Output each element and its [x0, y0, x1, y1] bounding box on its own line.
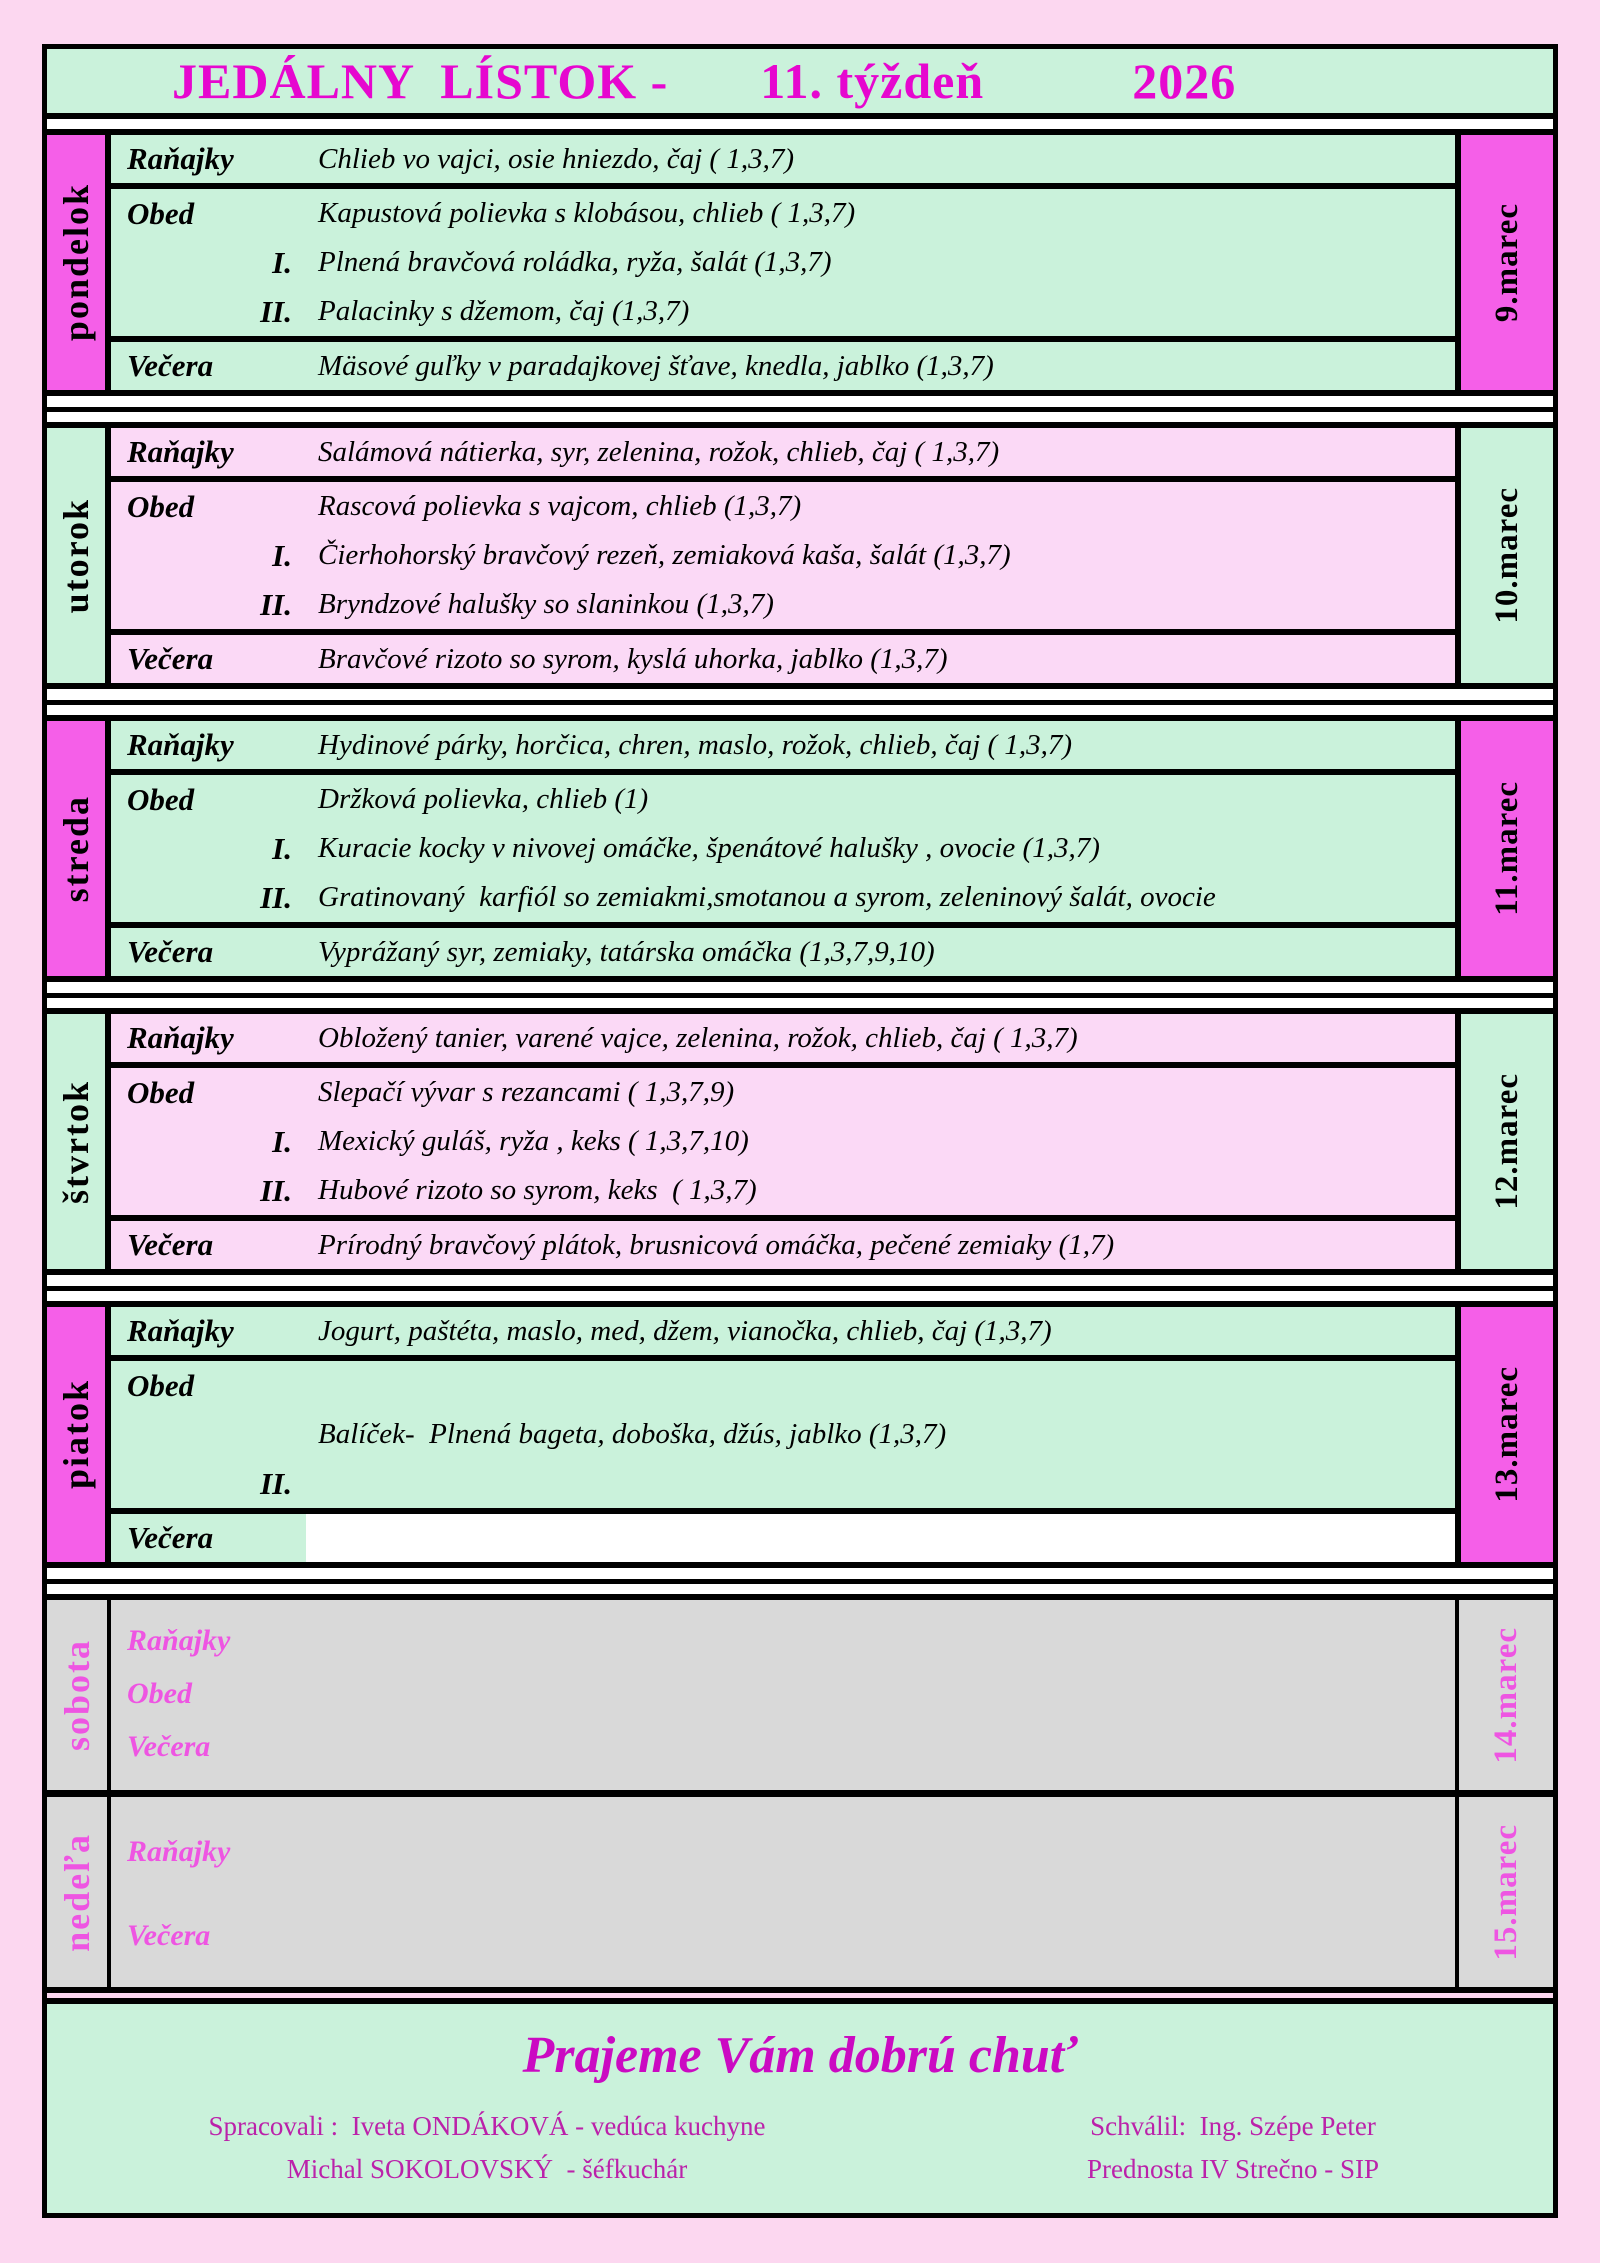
separator [47, 396, 1553, 422]
meal-text: Bryndzové halušky so slaninkou (1,3,7) [318, 588, 774, 620]
date-label: 13.marec [1488, 1366, 1525, 1503]
approved-by [1023, 2111, 1443, 2197]
dinner-row [111, 635, 1455, 683]
meal-label: Večera [127, 348, 214, 383]
course-numeral: II. [260, 1172, 292, 1208]
meal-label: Obed [127, 488, 195, 524]
main2-line [111, 873, 1455, 922]
approved-by-line1: Schválil: Ing. Szépe Peter [1090, 2111, 1376, 2141]
meal-text: Hubové rizoto so syrom, keks ( 1,3,7) [318, 1174, 757, 1206]
meal-text: Jogurt, paštéta, maslo, med, džem, vianočka, chlieb, čaj (1,3,7) [318, 1314, 1052, 1347]
meal-text: Vyprážaný syr, zemiaky, tatárska omáčka (1,3,7,9,10) [318, 935, 935, 968]
meal-label: Večera [127, 934, 214, 969]
course-numeral: I. [272, 244, 292, 280]
wish-text: Prajeme Vám dobrú chuť [522, 2027, 1078, 2084]
date-cell [1455, 135, 1553, 390]
meal-text: Slepačí vývar s rezancami ( 1,3,7,9) [318, 1076, 735, 1108]
meal-text: Bravčové rizoto so syrom, kyslá uhorka, jablko (1,3,7) [318, 642, 948, 675]
day-menu [111, 135, 1455, 390]
prepared-by [137, 2111, 837, 2197]
meal-label: Raňajky [127, 1623, 231, 1657]
meal-text: Prírodný bravčový plátok, brusnicová omáčka, pečené zemiaky (1,7) [318, 1228, 1115, 1261]
breakfast-row [111, 721, 1455, 769]
day-menu [111, 1797, 1455, 1987]
meal-label: Večera [127, 1730, 211, 1764]
day-name-label: štvrtok [56, 1079, 96, 1204]
prepared-by-line2: Michal SOKOLOVSKÝ - šéfkuchár [286, 2154, 688, 2184]
main1-line [111, 238, 1455, 287]
main2-line [111, 287, 1455, 336]
prepared-by-line1: Spracovali : Iveta ONDÁKOVÁ - vedúca kuchyne [208, 2111, 766, 2141]
main2-line [111, 580, 1455, 629]
footer [47, 1998, 1553, 2213]
menu-sheet [42, 44, 1558, 2218]
breakfast-row [111, 135, 1455, 183]
separator-line [47, 1579, 1553, 1584]
date-label: 12.marec [1488, 1073, 1525, 1210]
meal-text: Salámová nátierka, syr, zelenina, rožok, chlieb, čaj ( 1,3,7) [318, 435, 1000, 468]
lunch-cell [111, 1068, 1455, 1215]
day-name-cell [47, 1600, 111, 1790]
soup-line [111, 775, 1455, 824]
meal-label: Obed [127, 195, 195, 231]
course-numeral: I. [272, 830, 292, 866]
approved-by-line2: Prednosta IV Strečno - SIP [1087, 2154, 1379, 2184]
day-name-cell [47, 1307, 111, 1562]
meal-text: Mäsové guľky v paradajkovej šťave, knedla, jablko (1,3,7) [318, 349, 994, 382]
meal-label: Obed [127, 781, 195, 817]
meal-label: Obed [127, 1367, 195, 1403]
day-block-nedela [47, 1797, 1553, 1993]
day-menu [111, 1014, 1455, 1269]
course-numeral: II. [260, 1465, 292, 1501]
soup-line [111, 189, 1455, 238]
date-label: 11.marec [1488, 781, 1525, 916]
credits [47, 2111, 1553, 2197]
day-name-cell [47, 1014, 111, 1269]
meal-text: Obložený tanier, varené vajce, zelenina, rožok, chlieb, čaj ( 1,3,7) [318, 1021, 1078, 1054]
separator [47, 1275, 1553, 1301]
meal-text: Čierhohorský bravčový rezeň, zemiaková kaša, šalát (1,3,7) [318, 539, 1011, 571]
soup-line [111, 482, 1455, 531]
soup-line [111, 1361, 1455, 1410]
meal-label: Raňajky [127, 1020, 234, 1055]
separator [47, 982, 1553, 1008]
day-menu [111, 721, 1455, 976]
course-numeral: II. [260, 879, 292, 915]
main2-line [111, 1459, 1455, 1508]
date-label: 9.marec [1488, 202, 1525, 323]
separator [47, 119, 1553, 129]
day-block-pondelok [47, 129, 1553, 396]
day-name-label: streda [56, 794, 96, 903]
day-name-label: piatok [56, 1379, 96, 1490]
meal-label: Obed [127, 1074, 195, 1110]
meal-text: Balíček- Plnená bageta, doboška, džús, jablko (1,3,7) [318, 1418, 947, 1450]
day-menu [111, 428, 1455, 683]
breakfast-row [111, 428, 1455, 476]
lunch-cell [111, 775, 1455, 922]
date-cell [1455, 1014, 1553, 1269]
day-name-cell [47, 721, 111, 976]
meal-label: Raňajky [127, 1835, 231, 1868]
meal-label: Večera [127, 641, 214, 676]
day-name-label: sobota [57, 1638, 97, 1752]
main1-line [111, 1410, 1455, 1459]
day-menu [111, 1307, 1455, 1562]
meal-text: Kuracie kocky v nivovej omáčke, špenátové halušky , ovocie (1,3,7) [318, 832, 1100, 864]
course-numeral: II. [260, 293, 292, 329]
meal-label: Večera [127, 1919, 211, 1952]
meal-text [306, 1361, 1455, 1410]
day-name-cell [47, 1797, 111, 1987]
separator-line [47, 993, 1553, 998]
main1-line [111, 824, 1455, 873]
day-name-label: pondelok [56, 183, 96, 342]
separator-line [47, 407, 1553, 412]
main1-line [111, 531, 1455, 580]
dinner-row [111, 1221, 1455, 1269]
separator-line [47, 1286, 1553, 1291]
page-title: JEDÁLNY LÍSTOK - [172, 53, 669, 109]
week-number: 11. týždeň [760, 53, 985, 109]
separator [47, 689, 1553, 715]
day-block-utorok [47, 422, 1553, 689]
year: 2026 [1132, 53, 1237, 109]
day-name-cell [47, 428, 111, 683]
lunch-cell [111, 1361, 1455, 1508]
meal-text [306, 1514, 1455, 1562]
main1-line [111, 1117, 1455, 1166]
meal-text: Chlieb vo vajci, osie hniezdo, čaj ( 1,3,7) [318, 142, 794, 175]
date-cell [1455, 721, 1553, 976]
day-block-stvrtok [47, 1008, 1553, 1275]
meal-label: Raňajky [127, 727, 234, 762]
day-menu [111, 1600, 1455, 1790]
day-block-streda [47, 715, 1553, 982]
date-cell [1455, 1600, 1553, 1790]
breakfast-row [111, 1014, 1455, 1062]
dinner-row [111, 1514, 1455, 1562]
meal-text: Plnená bravčová roládka, ryža, šalát (1,3,7) [318, 246, 832, 278]
date-label: 10.marec [1488, 487, 1525, 624]
date-label: 15.marec [1487, 1823, 1524, 1961]
date-cell [1455, 1797, 1553, 1987]
date-cell [1455, 1307, 1553, 1562]
day-name-cell [47, 135, 111, 390]
meal-text: Držková polievka, chlieb (1) [318, 783, 649, 815]
meal-label: Raňajky [127, 434, 234, 469]
day-name-label: nedeľa [57, 1832, 97, 1952]
meal-label: Raňajky [127, 141, 234, 176]
meal-label: Večera [127, 1227, 214, 1262]
course-numeral: II. [260, 586, 292, 622]
dinner-row [111, 342, 1455, 390]
date-cell [1455, 428, 1553, 683]
meal-text [306, 1459, 1455, 1508]
day-name-label: utorok [56, 497, 96, 614]
course-numeral: I. [272, 537, 292, 573]
title-bar [47, 49, 1553, 119]
meal-text: Rascová polievka s vajcom, chlieb (1,3,7) [318, 490, 802, 522]
breakfast-row [111, 1307, 1455, 1355]
lunch-cell [111, 482, 1455, 629]
meal-label: Obed [127, 1676, 192, 1710]
day-block-piatok [47, 1301, 1553, 1568]
soup-line [111, 1068, 1455, 1117]
date-label: 14.marec [1487, 1626, 1524, 1764]
meal-text: Gratinovaný karfiól so zemiakmi,smotanou a syrom, zeleninový šalát, ovocie [318, 881, 1216, 913]
meal-label: Raňajky [127, 1313, 234, 1348]
meal-text: Hydinové párky, horčica, chren, maslo, rožok, chlieb, čaj ( 1,3,7) [318, 728, 1073, 761]
main2-line [111, 1166, 1455, 1215]
meal-text: Mexický guláš, ryža , keks ( 1,3,7,10) [318, 1125, 749, 1157]
day-block-sobota [47, 1594, 1553, 1797]
meal-label: Večera [127, 1520, 214, 1555]
dinner-row [111, 928, 1455, 976]
separator-line [47, 700, 1553, 705]
separator [47, 1568, 1553, 1594]
course-numeral: I. [272, 1123, 292, 1159]
meal-text: Palacinky s džemom, čaj (1,3,7) [318, 295, 690, 327]
lunch-cell [111, 189, 1455, 336]
meal-text: Kapustová polievka s klobásou, chlieb ( 1,3,7) [318, 197, 856, 229]
